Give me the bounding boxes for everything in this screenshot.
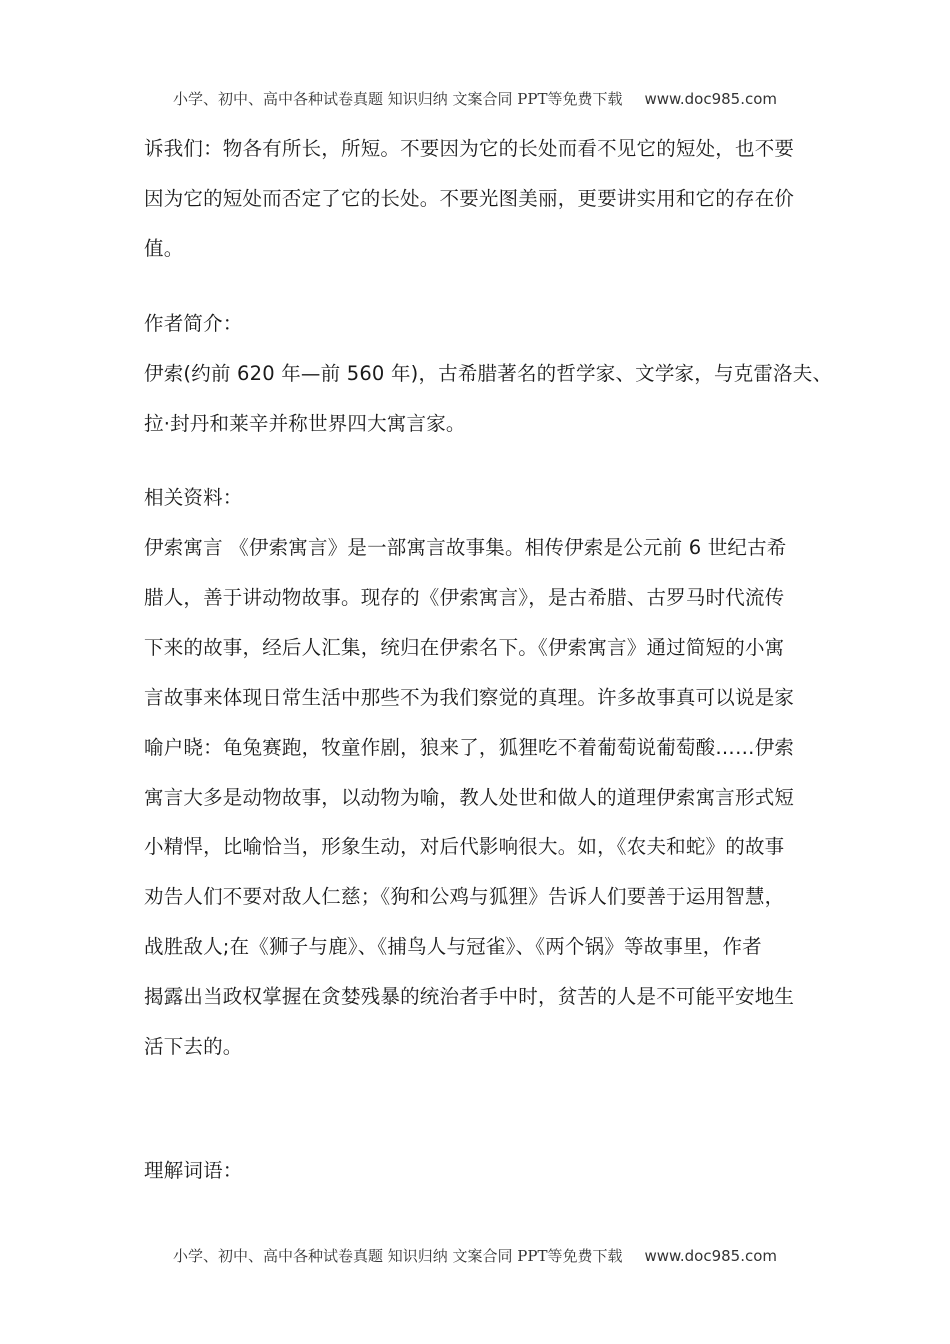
related-line: 伊索寓言 《伊索寓言》是一部寓言故事集。相传伊索是公元前 6 世纪古希: [144, 536, 787, 559]
author-line: 拉·封丹和莱辛并称世界四大寓言家。: [144, 412, 466, 435]
related-line: 劝告人们不要对敌人仁慈；《狗和公鸡与狐狸》告诉人们要善于运用智慧，: [144, 885, 785, 908]
related-line: 寓言大多是动物故事，以动物为喻，教人处世和做人的道理伊索寓言形式短: [144, 786, 795, 809]
moral-line: 因为它的短处而否定了它的长处。不要光图美丽，更要讲实用和它的存在价: [144, 187, 795, 210]
related-line: 下来的故事，经后人汇集，统归在伊索名下。《伊索寓言》通过简短的小寓: [144, 636, 785, 659]
related-line: 活下去的。: [144, 1035, 243, 1058]
related-line: 喻户晓：龟兔赛跑，牧童作剧，狼来了，狐狸吃不着葡萄说葡萄酸……伊索: [144, 736, 795, 759]
header-url[interactable]: www.doc985.com: [644, 90, 778, 108]
related-line: 小精悍，比喻恰当，形象生动，对后代影响很大。如，《农夫和蛇》的故事: [144, 835, 785, 858]
author-heading: 作者简介：: [144, 312, 243, 335]
moral-line: 值。: [144, 237, 184, 260]
moral-line: 诉我们：物各有所长，所短。不要因为它的长处而看不见它的短处，也不要: [144, 137, 795, 160]
page-header: [0, 88, 950, 109]
page-footer: [0, 1245, 950, 1266]
related-heading: 相关资料：: [144, 486, 243, 509]
related-line: 言故事来体现日常生活中那些不为我们察觉的真理。许多故事真可以说是家: [144, 686, 795, 709]
related-line: 揭露出当政权掌握在贪婪残暴的统治者手中时，贫苦的人是不可能平安地生: [144, 985, 795, 1008]
footer-url[interactable]: www.doc985.com: [644, 1247, 778, 1265]
footer-text: 小学、初中、高中各种试卷真题 知识归纳 文案合同 PPT等免费下载: [172, 1247, 623, 1265]
header-text: 小学、初中、高中各种试卷真题 知识归纳 文案合同 PPT等免费下载: [172, 90, 623, 108]
vocab-heading: 理解词语：: [144, 1159, 243, 1182]
author-line: 伊索(约前 620 年—前 560 年)，古希腊著名的哲学家、文学家，与克雷洛夫、: [144, 362, 833, 385]
related-line: 战胜敌人;在《狮子与鹿》、《捕鸟人与冠雀》、《两个锅》等故事里，作者: [144, 935, 762, 958]
related-line: 腊人，善于讲动物故事。现存的《伊索寓言》，是古希腊、古罗马时代流传: [144, 586, 785, 609]
